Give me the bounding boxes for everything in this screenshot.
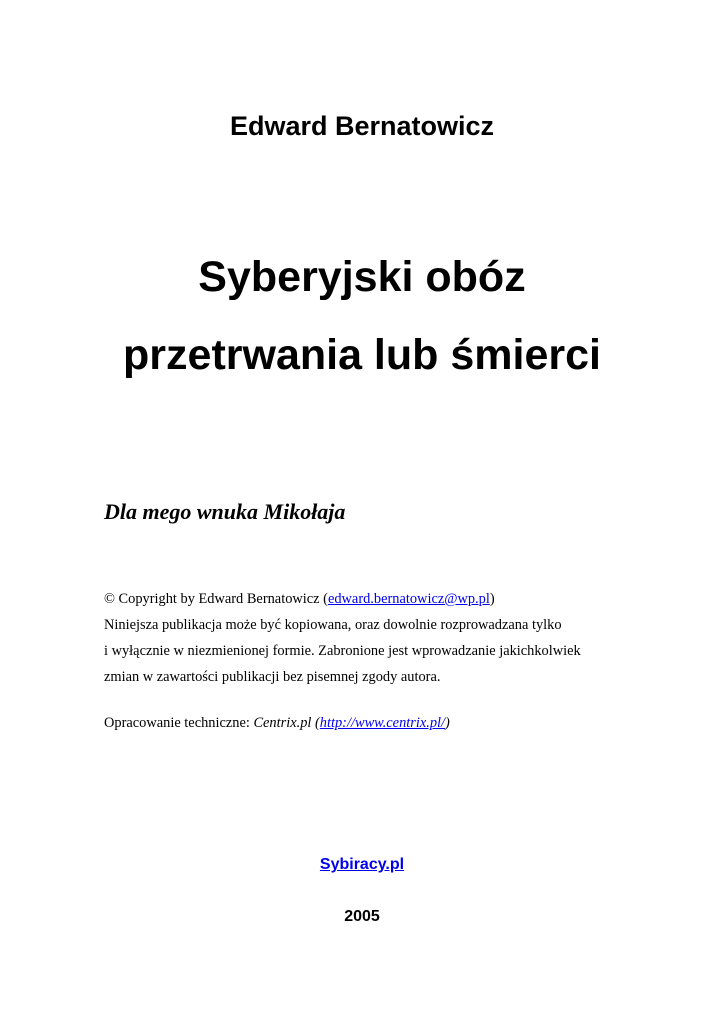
dedication: Dla mego wnuka Mikołaja: [104, 499, 346, 524]
copyright-notice: [104, 586, 664, 690]
copyright-line-4: zmian w zawartości publikacji bez pisemnej zgody autora.: [104, 669, 441, 685]
sybiracy-link[interactable]: Sybiracy.pl: [319, 856, 405, 873]
copyright-line-1: [104, 586, 664, 612]
copyright-line-3: i wyłącznie w niezmienionej formie. Zabronione jest wprowadzanie jakichkolwiek: [104, 643, 581, 659]
book-title-line-1: Syberyjski obóz: [198, 253, 526, 301]
publication-year: 2005: [344, 908, 380, 925]
book-title-line-2: przetrwania lub śmierci: [123, 331, 601, 379]
centrix-url-link[interactable]: http://www.centrix.pl/: [319, 715, 446, 731]
technical-open-paren: (: [311, 715, 320, 731]
technical-prefix: Opracowanie techniczne:: [104, 715, 254, 731]
copyright-line-2: Niniejsza publikacja może być kopiowana, oraz dowolnie rozprowadzana tylko: [104, 617, 562, 633]
technical-line: [104, 710, 664, 736]
author-name: Edward Bernatowicz: [229, 111, 495, 141]
site-link-container: [0, 853, 724, 877]
technical-credit: [104, 710, 664, 736]
technical-company: Centrix.pl: [253, 715, 312, 731]
copyright-prefix: © Copyright by Edward Bernatowicz (: [104, 591, 328, 607]
copyright-suffix: ): [489, 591, 495, 607]
author-email-link[interactable]: edward.bernatowicz@wp.pl: [327, 591, 490, 607]
technical-close-paren: ): [445, 715, 450, 731]
